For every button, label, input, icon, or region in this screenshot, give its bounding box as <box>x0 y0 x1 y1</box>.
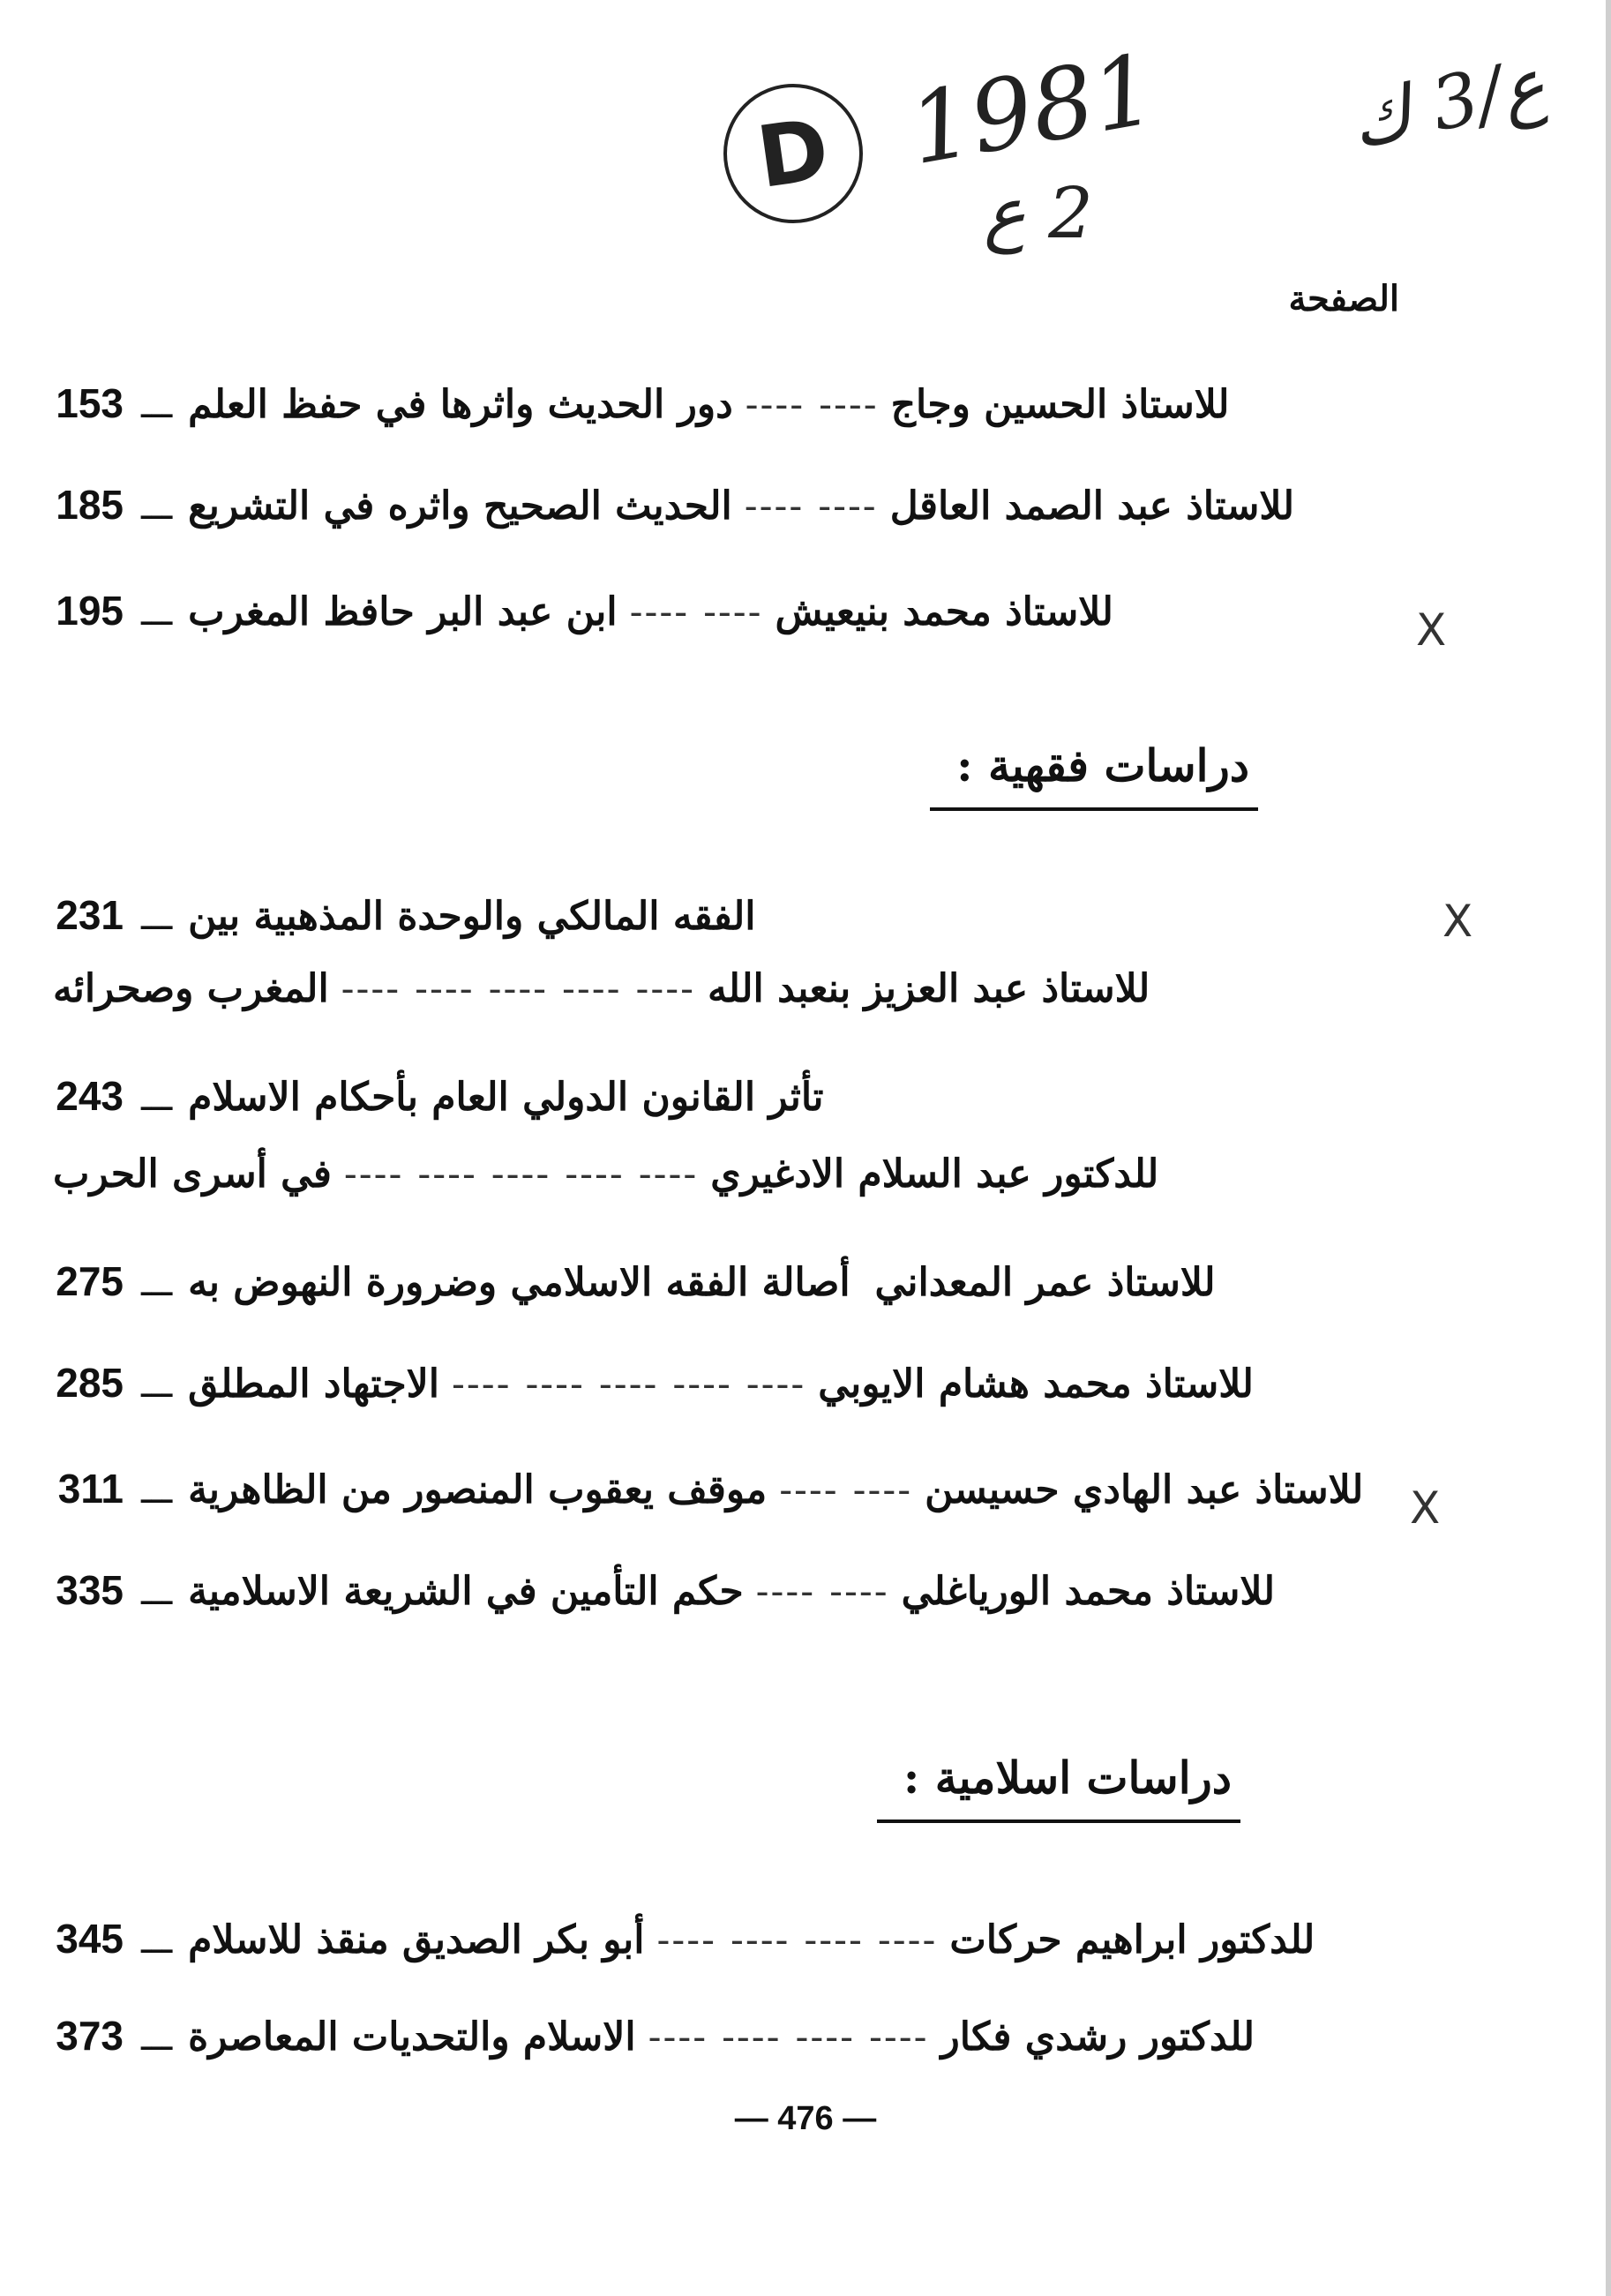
page-column-header: الصفحة <box>1288 278 1399 319</box>
entry-title: موقف يعقوب المنصور من الظاهرية <box>188 1467 768 1512</box>
entry-dash: ـــ <box>141 1365 173 1406</box>
check-x-mark: X <box>1416 604 1447 656</box>
toc-entry <box>53 1359 1395 1407</box>
entry-author: للاستاذ عبد الهادي حسيسن <box>925 1467 1364 1512</box>
toc-entry-continuation <box>53 966 1291 1011</box>
toc-entry <box>53 379 1395 427</box>
toc-entry <box>53 891 1395 939</box>
entry-title: الاسلام والتحديات المعاصرة <box>188 2015 636 2060</box>
entry-title: حكم التأمين في الشريعة الاسلامية <box>188 1569 744 1614</box>
entry-title: الفقه المالكي والوحدة المذهبية بين <box>188 894 756 939</box>
entry-leader: ---- ---- ---- ---- <box>648 2015 929 2060</box>
entry-leader: ---- ---- <box>755 1569 889 1614</box>
entry-dash: ـــ <box>141 2018 173 2059</box>
entry-leader: ---- ---- <box>745 382 879 427</box>
entry-page: 345 <box>56 1916 124 1962</box>
toc-entry <box>53 481 1395 529</box>
entry-page: 373 <box>56 2013 124 2059</box>
entry-title: الحديث الصحيح واثره في التشريع <box>188 484 732 529</box>
entry-page: 335 <box>56 1567 124 1613</box>
entry-dash: ـــ <box>141 897 173 938</box>
entry-dash: ـــ <box>141 1921 173 1962</box>
toc-entry <box>53 1465 1395 1512</box>
entry-author: للاستاذ عمر المعداني <box>874 1260 1216 1305</box>
entry-author: للدكتور عبد السلام الادغيري <box>710 1152 1159 1197</box>
stamp-letter: D <box>751 99 835 208</box>
entry-dash: ـــ <box>141 386 173 426</box>
entry-title: أصالة الفقه الاسلامي وضرورة النهوض به <box>188 1260 850 1305</box>
handwritten-reference: ع/3 ك <box>1343 41 1553 166</box>
entry-page: 231 <box>56 892 124 938</box>
entry-page: 285 <box>56 1360 124 1406</box>
entry-title: الاجتهاد المطلق <box>188 1362 439 1407</box>
entry-author: للاستاذ عبد الصمد العاقل <box>889 484 1295 529</box>
entry-page: 275 <box>56 1258 124 1304</box>
entry-dash: ـــ <box>141 1471 173 1512</box>
check-x-mark: X <box>1442 896 1473 947</box>
entry-leader: ---- ---- ---- ---- ---- <box>341 966 695 1011</box>
scan-edge-shadow <box>1606 0 1611 2296</box>
entry-author: للاستاذ محمد الورياغلي <box>901 1569 1276 1614</box>
entry-leader: ---- ---- <box>744 484 878 529</box>
entry-leader: ---- ---- ---- ---- ---- <box>451 1362 806 1407</box>
entry-author: للدكتور رشدي فكار <box>940 2015 1255 2060</box>
entry-page: 311 <box>57 1466 124 1512</box>
entry-author: للدكتور ابراهيم حركات <box>949 1917 1315 1962</box>
entry-page: 153 <box>56 380 124 426</box>
toc-entry <box>53 2012 1395 2060</box>
check-x-mark: X <box>1410 1482 1441 1534</box>
entry-title: ابن عبد البر حافظ المغرب <box>188 589 618 634</box>
entry-leader: ---- ---- ---- ---- ---- <box>343 1152 699 1197</box>
entry-title: أبو بكر الصديق منقذ للاسلام <box>188 1917 645 1962</box>
entry-dash: ـــ <box>141 1572 173 1613</box>
toc-entry <box>53 587 1395 634</box>
toc-entry <box>53 1566 1395 1614</box>
entry-author: للاستاذ محمد هشام الايوبي <box>818 1362 1254 1407</box>
section-heading-fiqh: دراسات فقهية : <box>930 739 1258 811</box>
entry-dash: ـــ <box>141 1264 173 1304</box>
entry-title: دور الحديث واثرها في حفظ العلم <box>188 382 733 427</box>
entry-title: تأثر القانون الدولي العام بأحكام الاسلام <box>188 1075 824 1120</box>
entry-page: 195 <box>56 588 124 634</box>
toc-entry-continuation <box>53 1152 1291 1197</box>
entry-author: للاستاذ عبد العزيز بنعبد الله <box>707 966 1150 1011</box>
entry-dash: ـــ <box>141 593 173 634</box>
entry-dash: ـــ <box>141 1078 173 1119</box>
entry-dash: ـــ <box>141 487 173 528</box>
entry-leader: ---- ---- <box>779 1467 913 1512</box>
library-stamp <box>723 84 863 223</box>
entry-page: 185 <box>56 482 124 528</box>
entry-leader: ---- ---- <box>629 589 763 634</box>
toc-entry <box>53 1072 1395 1120</box>
entry-title-continued: في أسرى الحرب <box>53 1152 332 1197</box>
entry-title-continued: المغرب وصحرائه <box>53 966 329 1011</box>
handwritten-year: 1981 <box>901 32 1164 187</box>
handwritten-code: 2 ع <box>984 172 1094 254</box>
page-number: — 476 — <box>734 2100 877 2137</box>
entry-leader: ---- ---- ---- ---- <box>656 1917 938 1962</box>
section-heading-islamic: دراسات اسلامية : <box>877 1752 1240 1823</box>
entry-author: للاستاذ الحسين وجاج <box>890 382 1230 427</box>
toc-entry <box>53 1257 1395 1305</box>
entry-page: 243 <box>56 1073 124 1119</box>
entry-author: للاستاذ محمد بنيعيش <box>775 589 1113 634</box>
toc-entry <box>53 1915 1395 1962</box>
